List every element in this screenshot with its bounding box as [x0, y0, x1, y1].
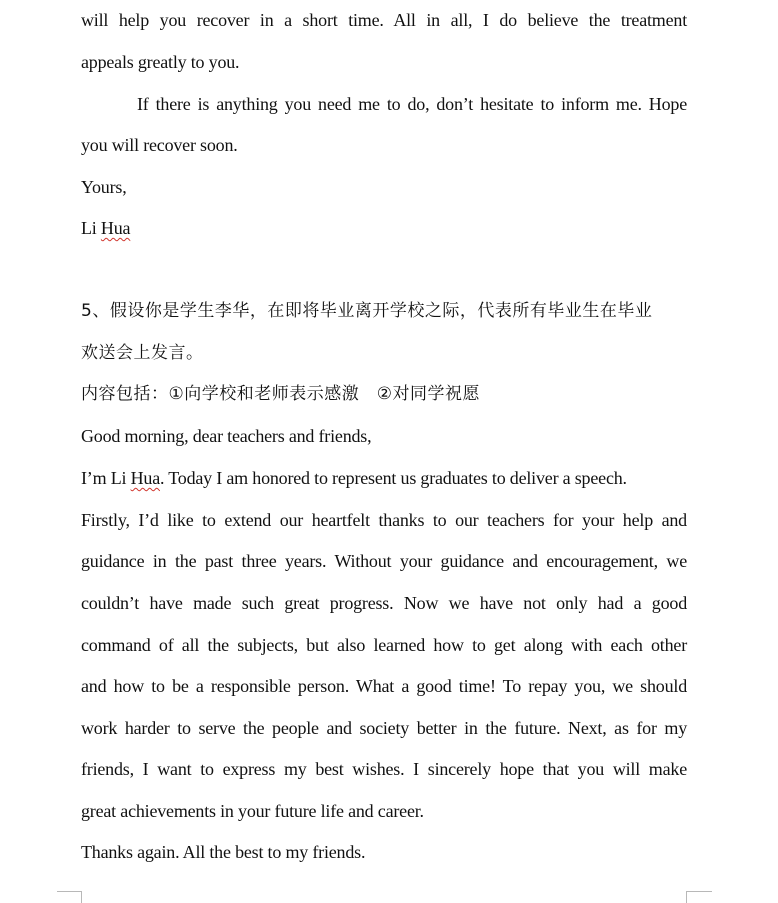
page-margin-corner-mark — [57, 891, 82, 903]
letter-line: will help you recover in a short time. All in all, I do believe the treatment — [81, 10, 687, 30]
speech-body-line: command of all the subjects, but also learned how to get along with each other — [81, 635, 687, 655]
letter-closing: Yours, — [81, 177, 127, 197]
task-prompt: 欢送会上发言。 — [81, 343, 204, 363]
speech-closing: Thanks again. All the best to my friends. — [81, 842, 366, 862]
letter-line: you will recover soon. — [81, 135, 238, 155]
speech-body-line: couldn’t have made such great progress. Now we have not only had a good — [81, 593, 687, 613]
spellcheck-flagged-word: Hua — [130, 468, 160, 488]
speech-body-line: great achievements in your future life and career. — [81, 801, 424, 821]
signature-first: Li — [81, 218, 101, 238]
speech-body-line: work harder to serve the people and society better in the future. Next, as for my — [81, 718, 687, 738]
speech-body-line: friends, I want to express my best wishes. I sincerely hope that you will make — [81, 759, 687, 779]
letter-paragraph-indented: If there is anything you need me to do, don’t hesitate to inform me. Hope — [137, 94, 687, 114]
speech-body-line: Firstly, I’d like to extend our heartfelt thanks to our teachers for your help and — [81, 510, 687, 530]
speech-body-line: and how to be a responsible person. What a good time! To repay you, we should — [81, 676, 687, 696]
speech-body-line: guidance in the past three years. Without your guidance and encouragement, we — [81, 551, 687, 571]
spellcheck-flagged-word: Hua — [100, 218, 131, 238]
task-prompt: 5、假设你是学生李华，在即将毕业离开学校之际，代表所有毕业生在毕业 — [81, 301, 653, 321]
speech-intro-b: . Today I am honored to represent us graduates to deliver a speech. — [159, 468, 627, 488]
page-margin-corner-mark — [686, 891, 712, 903]
speech-intro-a: I’m Li — [81, 468, 131, 488]
letter-line: appeals greatly to you. — [81, 52, 240, 72]
speech-greeting: Good morning, dear teachers and friends, — [81, 426, 372, 446]
letter-signature — [81, 217, 687, 239]
task-content-points: 内容包括：①向学校和老师表示感激 ②对同学祝愿 — [81, 384, 480, 404]
speech-intro — [81, 467, 687, 489]
